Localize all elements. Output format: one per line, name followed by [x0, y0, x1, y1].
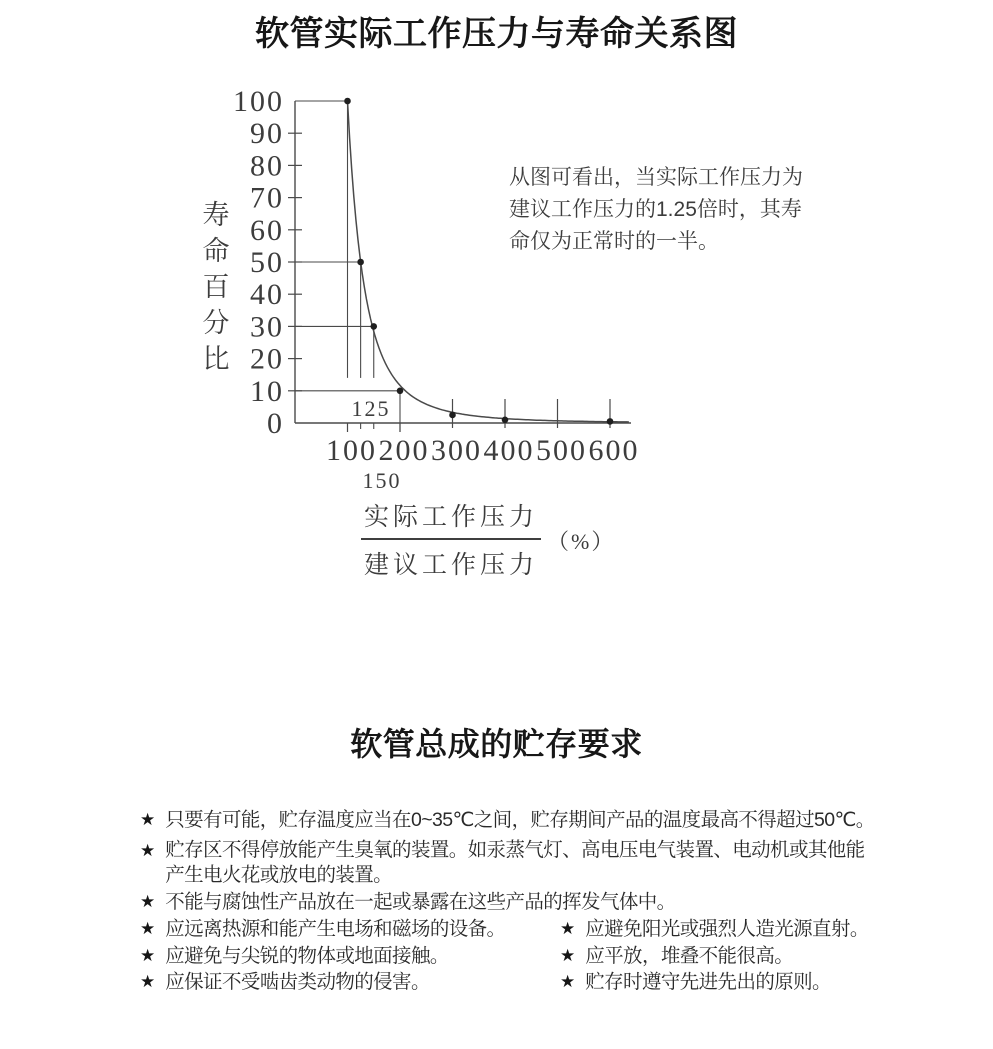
- storage-bullet-sunlight: [560, 916, 869, 942]
- svg-text:20: 20: [250, 342, 284, 376]
- svg-text:10: 10: [250, 374, 284, 408]
- chart-annotation: [509, 162, 839, 258]
- storage-bullet-sharp-objects: [140, 943, 449, 969]
- x-axis-unit-label: （%）: [547, 529, 616, 554]
- star-bullet-icon: ★: [140, 919, 156, 938]
- annotation-line: 从图可看出，当实际工作压力为: [509, 166, 803, 189]
- svg-text:分: 分: [202, 308, 230, 338]
- storage-bullet-corrosive: [140, 889, 676, 915]
- star-bullet-icon: ★: [140, 972, 156, 991]
- storage-bullet-temperature: [140, 807, 875, 833]
- star-bullet-icon: ★: [140, 946, 156, 965]
- annotation-line: 命仅为正常时的一半。: [509, 230, 719, 253]
- star-bullet-icon: ★: [140, 892, 156, 911]
- bullet-text: 应平放，堆叠不能很高。: [585, 945, 794, 967]
- svg-text:百: 百: [202, 272, 230, 302]
- svg-text:100: 100: [233, 85, 284, 118]
- svg-text:50: 50: [250, 246, 284, 279]
- svg-text:70: 70: [250, 181, 284, 215]
- svg-text:60: 60: [250, 213, 284, 247]
- svg-text:600: 600: [588, 434, 640, 467]
- bullet-text-line: 贮存区不得停放能产生臭氧的装置。如汞蒸气灯、高电压电气装置、电动机或其他能: [165, 839, 865, 861]
- svg-text:0: 0: [267, 407, 284, 440]
- annotation-line: 建议工作压力的1.25倍时，其寿: [509, 198, 802, 221]
- bullet-text: 只要有可能，贮存温度应当在0~35℃之间，贮存期间产品的温度最高不得超过50℃。: [165, 809, 875, 831]
- bullet-text: [165, 838, 865, 888]
- svg-text:30: 30: [250, 310, 284, 344]
- storage-section-title: 软管总成的贮存要求: [350, 726, 643, 762]
- svg-text:寿: 寿: [202, 200, 230, 230]
- svg-text:命: 命: [202, 236, 230, 266]
- bullet-text: 应避免与尖锐的物体或地面接触。: [165, 945, 449, 967]
- svg-text:100: 100: [326, 434, 377, 467]
- svg-text:80: 80: [250, 149, 284, 183]
- storage-bullet-rodents: [140, 969, 430, 995]
- storage-bullet-fifo: [560, 969, 831, 995]
- svg-text:300: 300: [431, 434, 482, 467]
- bullet-text: 应避免阳光或强烈人造光源直射。: [585, 918, 869, 940]
- star-bullet-icon: ★: [140, 810, 156, 829]
- storage-bullet-flat-stacking: [560, 943, 793, 969]
- svg-text:40: 40: [250, 278, 284, 312]
- svg-text:90: 90: [250, 117, 284, 151]
- bullet-text: 贮存时遵守先进先出的原则。: [585, 971, 831, 993]
- x-axis-fraction-label: [361, 497, 541, 581]
- fraction-numerator: 实际工作压力: [361, 497, 541, 540]
- star-bullet-icon: ★: [560, 919, 576, 938]
- bullet-text-line: 产生电火花或放电的装置。: [165, 864, 393, 886]
- bullet-text: 应保证不受啮齿类动物的侵害。: [165, 971, 430, 993]
- svg-text:150: 150: [362, 468, 402, 493]
- fraction-denominator: 建议工作压力: [363, 552, 538, 579]
- star-bullet-icon: ★: [560, 946, 576, 965]
- svg-text:400: 400: [483, 434, 535, 467]
- storage-bullet-ozone: [140, 838, 865, 888]
- bullet-text: 应远离热源和能产生电场和磁场的设备。: [165, 918, 506, 940]
- chart-title: 软管实际工作压力与寿命关系图: [255, 15, 738, 53]
- star-bullet-icon: ★: [140, 841, 156, 860]
- storage-bullet-heat: [140, 916, 505, 942]
- svg-text:200: 200: [378, 434, 430, 467]
- svg-text:500: 500: [536, 434, 587, 467]
- svg-text:125: 125: [351, 396, 391, 421]
- svg-text:比: 比: [202, 344, 230, 374]
- star-bullet-icon: ★: [560, 972, 576, 991]
- bullet-text: 不能与腐蚀性产品放在一起或暴露在这些产品的挥发气体中。: [165, 891, 676, 913]
